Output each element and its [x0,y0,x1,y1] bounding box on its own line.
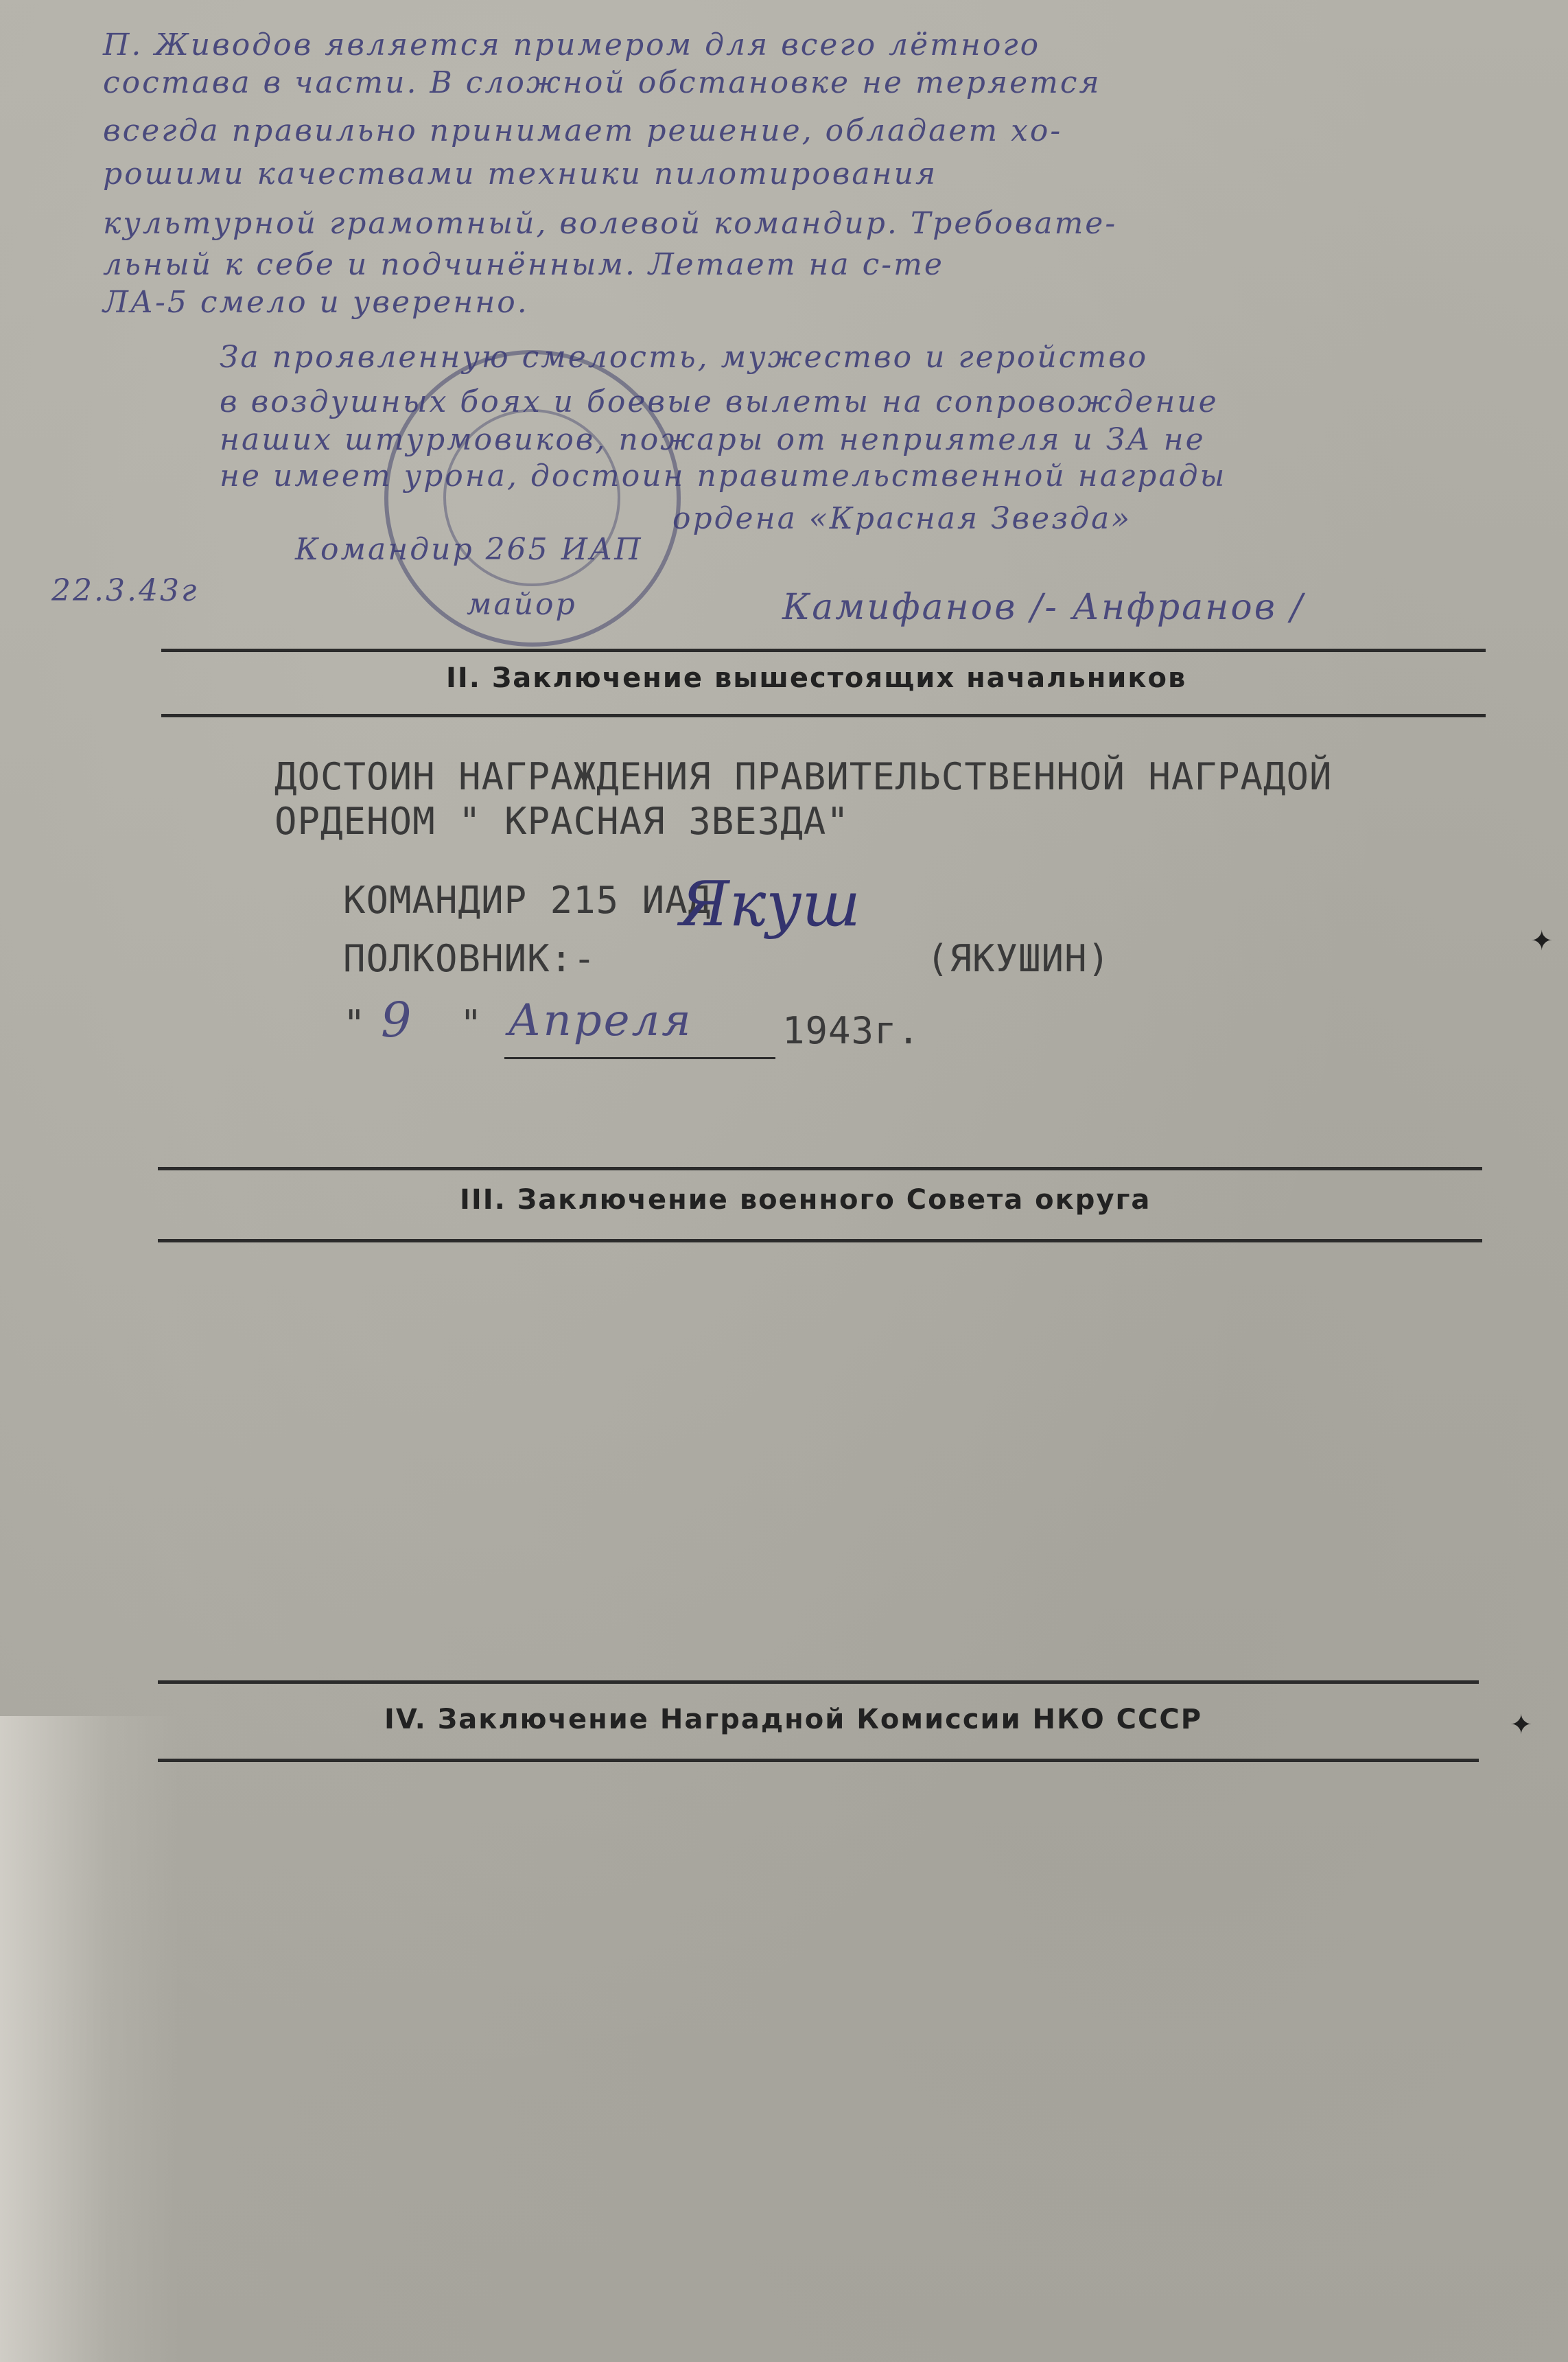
handwritten-line: состава в части. В сложной обстановке не теряется [103,65,1101,100]
section-2-date-quote-close: " [460,1002,483,1045]
handwritten-line: П. Живодов является примером для всего лётного [103,27,1041,62]
section-3-heading: III. Заключение военного Совета округа [460,1184,1151,1216]
section-2-name: (ЯКУШИН) [926,937,1111,980]
section-2-signature: Якуш [679,868,861,940]
pin-mark: ✦ [1530,925,1554,957]
folded-edge [0,1716,178,2362]
handwritten-line: ЛА-5 смело и уверенно. [103,285,529,320]
section-divider [158,1167,1482,1170]
section-2-date-month: Апреля [508,995,693,1046]
date-underline [504,1057,775,1059]
section-2-rank: ПОЛКОВНИК:- [343,937,596,980]
handwritten-commander: Командир 265 ИАП [295,532,643,567]
handwritten-recommendation-line: ордена «Красная Звезда» [672,501,1132,536]
section-2-conclusion-line-2: ОРДЕНОМ " КРАСНАЯ ЗВЕЗДА" [274,800,850,843]
handwritten-line: культурной грамотный, волевой командир. Требовате- [103,206,1118,241]
section-2-date-year: 1943г. [782,1009,921,1052]
section-2-date-quote-open: " [343,1002,366,1045]
pin-mark: ✦ [1510,1709,1533,1741]
handwritten-line: рошими качествами техники пилотирования [103,157,938,192]
handwritten-recommendation-line: не имеет урона, достоин правительственной награды [220,459,1227,494]
section-2-date-day: 9 [381,992,414,1048]
section-2-commander: КОМАНДИР 215 ИАД [343,879,712,922]
handwritten-rank: майор [467,587,577,622]
section-divider [161,649,1486,652]
handwritten-signature-right: Камифанов /- Анфранов / [782,587,1305,628]
section-2-heading: II. Заключение вышестоящих начальников [446,662,1187,694]
section-divider [158,1759,1479,1762]
handwritten-date: 22.3.43г [51,573,199,608]
section-divider [161,714,1486,717]
section-2-conclusion-line-1: ДОСТОИН НАГРАЖДЕНИЯ ПРАВИТЕЛЬСТВЕННОЙ НАГРАДОЙ [274,755,1333,798]
section-4-heading: IV. Заключение Наградной Комиссии НКО СССР [384,1704,1203,1735]
section-divider [158,1239,1482,1242]
handwritten-line: льный к себе и подчинённым. Летает на с-те [103,247,944,282]
handwritten-recommendation-line: наших штурмовиков, пожары от неприятеля и ЗА не [220,422,1206,457]
handwritten-recommendation-line: в воздушных боях и боевые вылеты на сопровождение [220,384,1219,419]
handwritten-line: всегда правильно принимает решение, обладает хо- [103,113,1063,148]
handwritten-recommendation-line: За проявленную смелость, мужество и геройство [220,340,1149,375]
section-divider [158,1680,1479,1684]
